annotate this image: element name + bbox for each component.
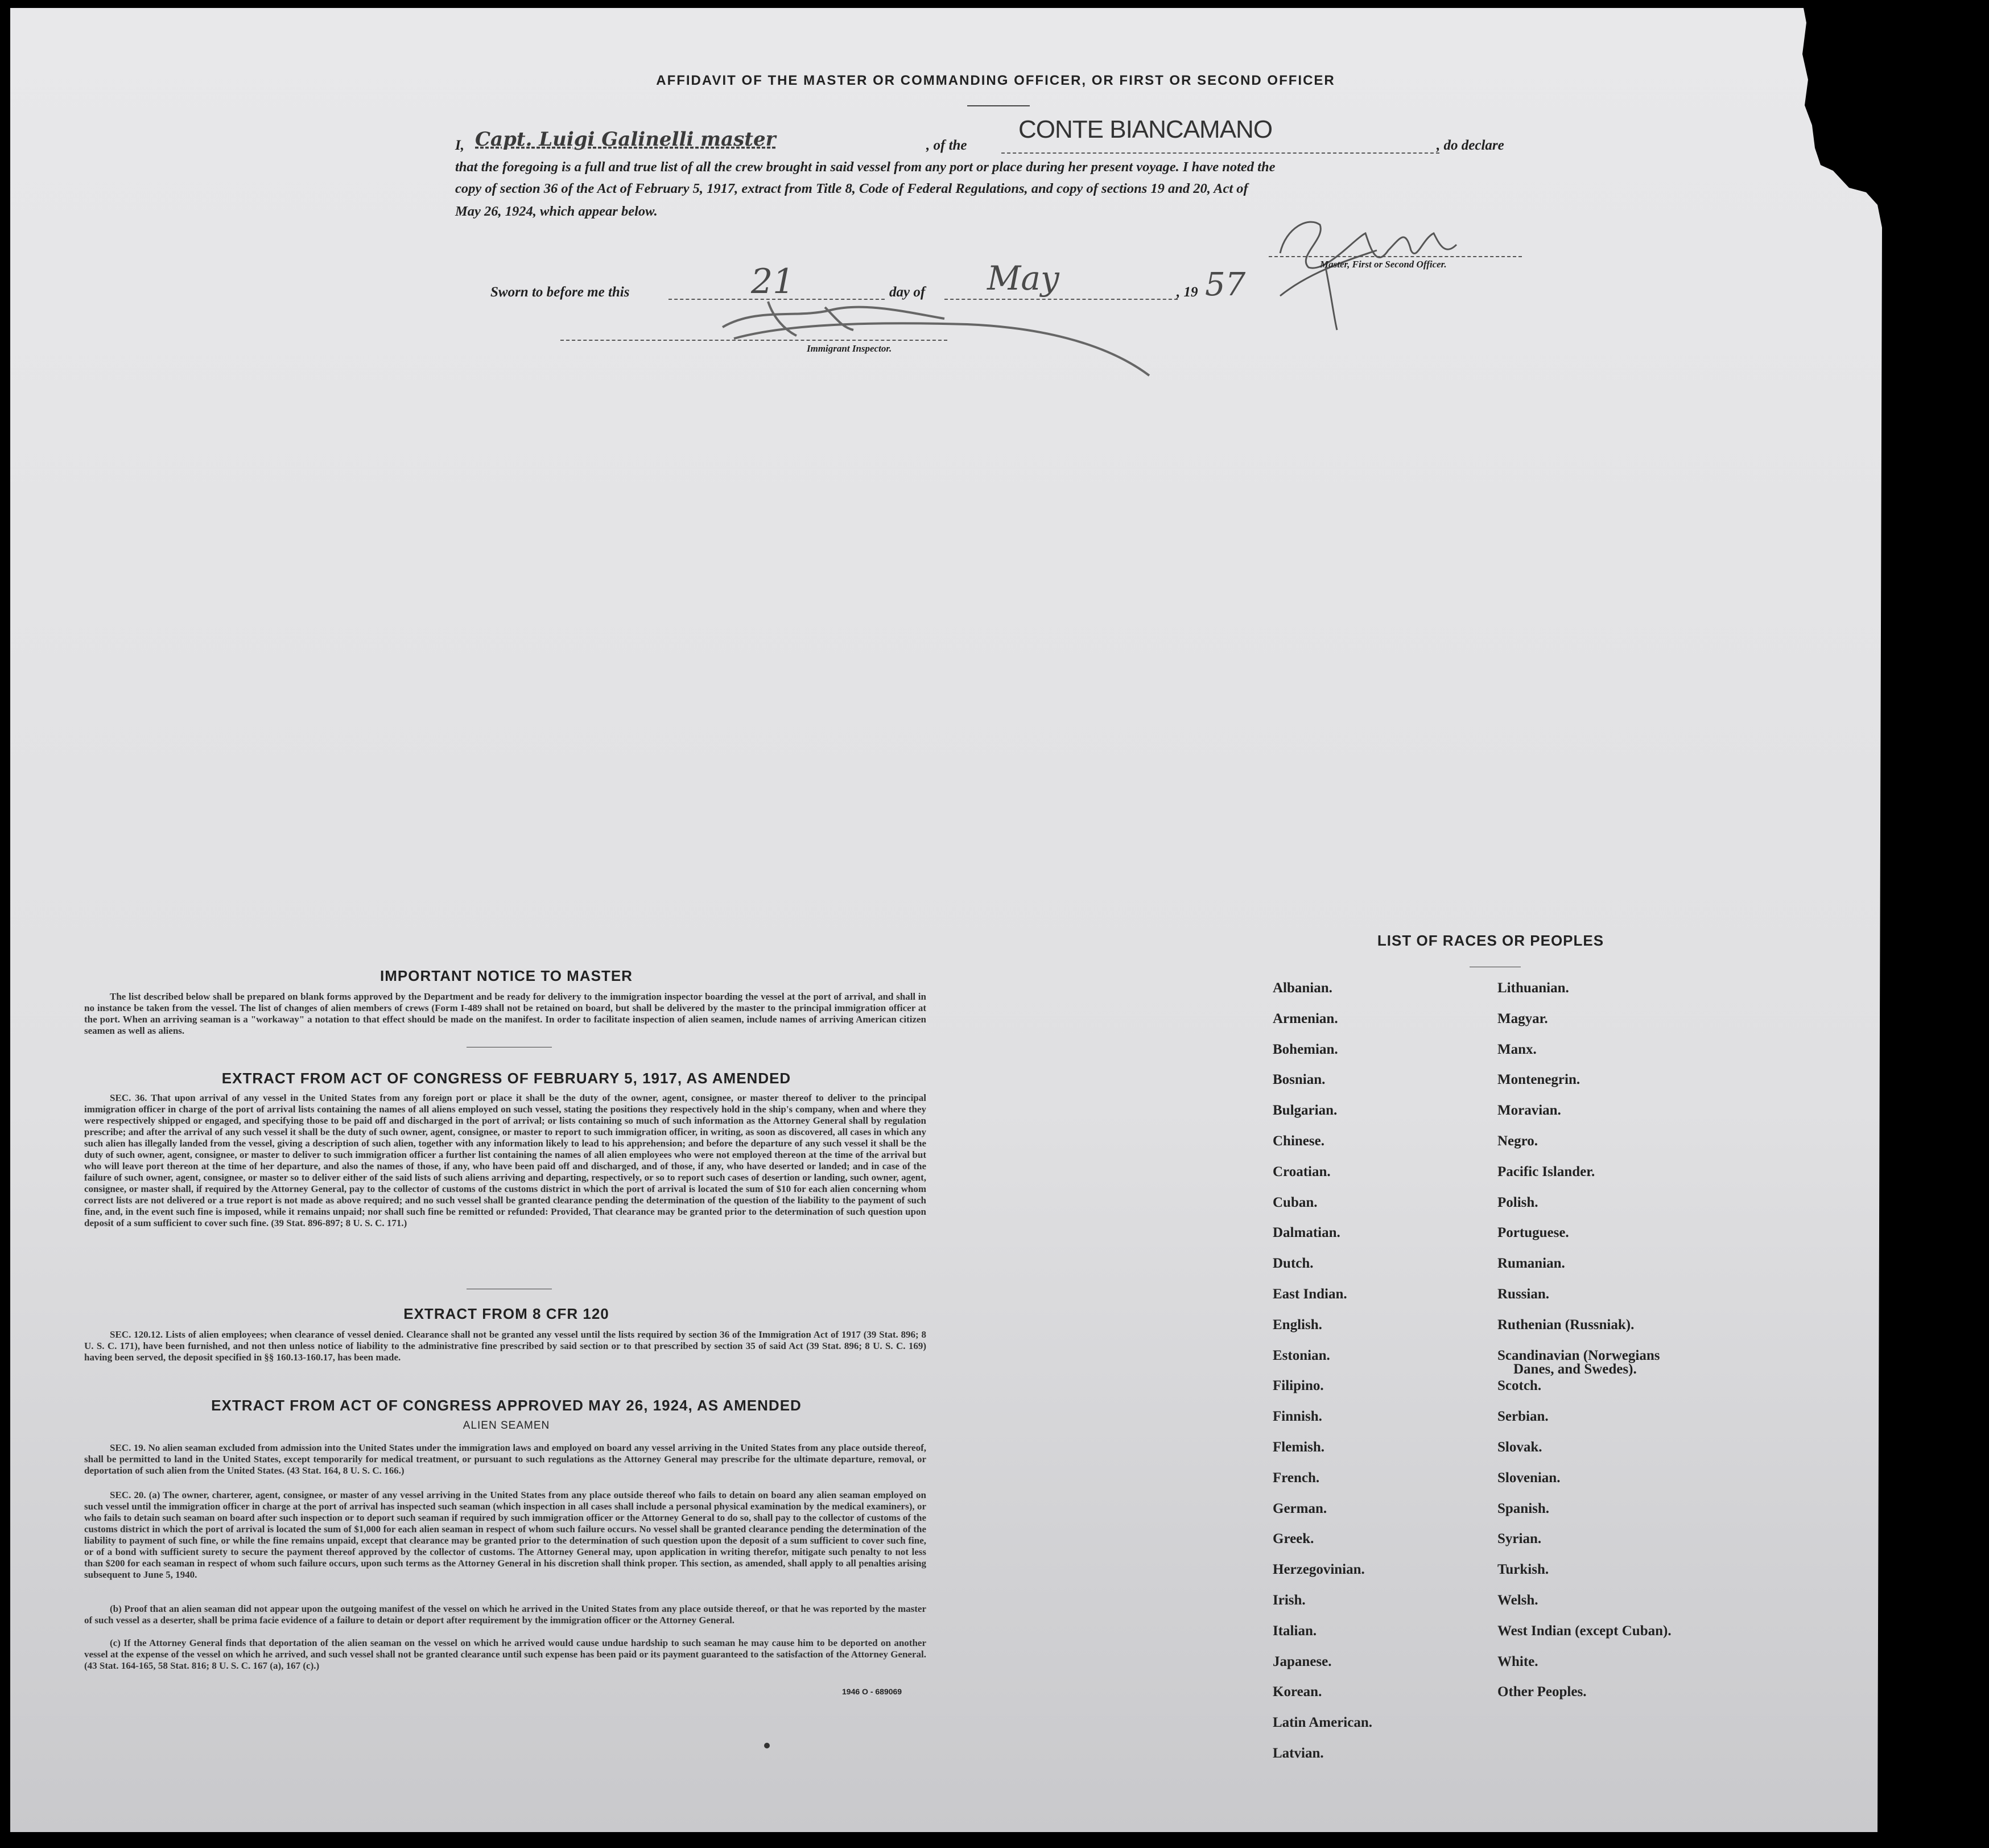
race-item: Montenegrin. — [1497, 1072, 1581, 1087]
race-item: Welsh. — [1497, 1593, 1538, 1608]
race-item: Japanese. — [1273, 1654, 1332, 1669]
race-item: Spanish. — [1497, 1501, 1550, 1516]
race-item: Finnish. — [1273, 1409, 1322, 1424]
race-item: Armenian. — [1273, 1011, 1338, 1026]
race-item: Other Peoples. — [1497, 1684, 1587, 1700]
race-item: Manx. — [1497, 1042, 1537, 1057]
races-title: LIST OF RACES OR PEOPLES — [1377, 932, 1604, 949]
race-item: Ruthenian (Russniak). — [1497, 1317, 1635, 1333]
race-item: Filipino. — [1273, 1378, 1324, 1393]
race-item: Moravian. — [1497, 1103, 1561, 1118]
officer-name: Capt. Luigi Galinelli master — [475, 128, 776, 151]
race-item: Italian. — [1273, 1623, 1317, 1639]
printer-mark: 1946 O - 689069 — [842, 1687, 902, 1696]
race-item: Scotch. — [1497, 1378, 1542, 1393]
inspector-caption: Immigrant Inspector. — [807, 343, 892, 354]
race-item: Estonian. — [1273, 1348, 1330, 1363]
race-item: Rumanian. — [1497, 1256, 1565, 1271]
race-item: Korean. — [1273, 1684, 1322, 1700]
race-item: Greek. — [1273, 1531, 1314, 1546]
sec20c-body: (c) If the Attorney General finds that deportation of the alien seaman on the vessel on which he arrived would cause undue hardship to such seaman he may cause him to be deported on another vessel at the expense of the vessel on which he arrived, and such vessel shall not be granted clearance until such expense has been paid or its payment guaranteed to the satisfaction of the Attorney General. (43 Stat. 164-165, 58 Stat. 816; 8 U. S. C. 167 (a), 167 (c).) — [84, 1637, 926, 1671]
affidavit-line-3: copy of section 36 of the Act of February 5, 1917, extract from Title 8, Code of Federal Regulations, and copy of sections 19 and 20, Act of — [455, 181, 1248, 196]
notice-title: IMPORTANT NOTICE TO MASTER — [380, 967, 633, 984]
race-item: Latin American. — [1273, 1715, 1372, 1730]
race-item: Lithuanian. — [1497, 980, 1569, 996]
title-divider — [967, 105, 1030, 106]
extract-cfr-title: EXTRACT FROM 8 CFR 120 — [403, 1305, 609, 1322]
race-item: Dutch. — [1273, 1256, 1314, 1271]
sec20a-body: SEC. 20. (a) The owner, charterer, agent, consignee, or master of any vessel arriving in the United States from any place outside thereof who fails to detain on board any alien seaman employed on such vessel until the immigration officer in charge at the port of arrival has inspected such seaman (which inspection in all cases shall include a personal physical examination by the medical examiners), or who fails to detain such seaman on board after such inspection or to deport such seaman if required by such immigration officer or the Attorney General to do so, shall pay to the collector of customs of the customs district in which the port of arrival is located the sum of $1,000 for each alien seaman in respect of whom such failure occurs. No vessel shall be granted clearance pending the determination of the liability to payment of such fine, or while the fine remains unpaid, except that clearance may be granted prior to the determination of such question upon the deposit of a sum sufficient to cover such fine, or of a bond with sufficient surety to secure the payment thereof approved by the collector of customs. The Attorney General may, upon application in writing therefor, mitigate such penalty to not less than $200 for each seaman in respect of whom such failure occurs, upon such terms as the Attorney General in his discretion shall think proper. This section, as amended, shall apply to all penalties arising subsequent to June 5, 1940. — [84, 1490, 926, 1580]
race-item: Slovenian. — [1497, 1470, 1561, 1486]
race-item: German. — [1273, 1501, 1327, 1516]
race-item: Russian. — [1497, 1286, 1550, 1302]
race-item: Scandinavian (Norwegians — [1497, 1348, 1660, 1363]
do-declare-label: , do declare — [1437, 138, 1504, 153]
affidavit-line-4: May 26, 1924, which appear below. — [455, 204, 658, 219]
race-item: Pacific Islander. — [1497, 1164, 1595, 1179]
race-item: Negro. — [1497, 1133, 1538, 1149]
race-item: Serbian. — [1497, 1409, 1549, 1424]
extract-1917-title: EXTRACT FROM ACT OF CONGRESS OF FEBRUARY 5, 1917, AS AMENDED — [221, 1070, 791, 1087]
race-item: Bulgarian. — [1273, 1103, 1338, 1118]
race-item: Portuguese. — [1497, 1225, 1569, 1240]
race-item: Irish. — [1273, 1593, 1306, 1608]
master-caption: Master, First or Second Officer. — [1320, 259, 1447, 270]
punch-holes — [1888, 189, 1932, 1613]
race-item: Danes, and Swedes). — [1513, 1362, 1637, 1377]
race-item: English. — [1273, 1317, 1322, 1333]
sworn-month: May — [987, 259, 1059, 298]
race-item: Syrian. — [1497, 1531, 1542, 1546]
race-item: Latvian. — [1273, 1746, 1324, 1761]
race-item: Bohemian. — [1273, 1042, 1338, 1057]
race-item: East Indian. — [1273, 1286, 1347, 1302]
inspector-signature-line — [560, 340, 947, 341]
race-item: Herzegovinian. — [1273, 1562, 1365, 1577]
affidavit-line-2: that the foregoing is a full and true list of all the crew brought in said vessel from any port or place during her present voyage. I have noted the — [455, 159, 1276, 175]
race-item: Dalmatian. — [1273, 1225, 1340, 1240]
race-item: French. — [1273, 1470, 1320, 1486]
notice-body: The list described below shall be prepared on blank forms approved by the Department and be ready for delivery to the immigration inspector boarding the vessel at the port of arrival, and shall in no instance be taken from the vessel. The list of changes of alien members of crews (Form I-489 shall not be retained on board, but shall be delivered by the master to the principal immigration officer at the port. When an arriving seaman is a "workaway" a notation to that effect should be made on the manifest. In order to facilitate inspection of alien seamen, include names of arriving American citizen seamen as well as aliens. — [84, 991, 926, 1036]
master-signature-line — [1269, 256, 1522, 257]
race-item: Croatian. — [1273, 1164, 1331, 1179]
of-the-label: , of the — [926, 138, 967, 153]
race-item: Chinese. — [1273, 1133, 1324, 1149]
vessel-name: CONTE BIANCAMANO — [1018, 116, 1273, 143]
race-item: Albanian. — [1273, 980, 1332, 996]
race-item: White. — [1497, 1654, 1538, 1669]
affidavit-line-1 — [455, 138, 464, 154]
sec19-body: SEC. 19. No alien seaman excluded from admission into the United States under the immigration laws and employed on board any vessel arriving in the United States from any place outside thereof, shall be permitted to land in the United States, except temporarily for medical treatment, or pursuant to such regulations as the Attorney General may prescribe for the ultimate departure, removal, or deportation of such alien from the United States. (43 Stat. 164, 8 U. S. C. 166.) — [84, 1442, 926, 1476]
race-item: Magyar. — [1497, 1011, 1548, 1026]
race-item: Turkish. — [1497, 1562, 1549, 1577]
day-of-label: day of — [889, 284, 926, 300]
sworn-day: 21 — [751, 262, 795, 302]
extract-1924-title: EXTRACT FROM ACT OF CONGRESS APPROVED MAY 26, 1924, AS AMENDED — [211, 1397, 802, 1414]
year-prefix: , 19 — [1177, 284, 1198, 300]
sworn-label: Sworn to before me this — [490, 284, 630, 300]
extract-1917-body: SEC. 36. That upon arrival of any vessel in the United States from any foreign port or place it shall be the duty of the owner, agent, consignee, or master thereof to deliver to the principal immigration officer in charge of the port of arrival lists containing the names of all aliens employed on such vessel, stating the positions they respectively hold in the ship's company, when and where they were respectively shipped or engaged, and specifying those to be paid off and discharged in the port of arrival; or lists containing so much of such information as the Attorney General shall by regulation prescribe; and after the arrival of any such vessel it shall be the duty of such owner, agent, consignee, or master to report to such immigration officer, in writing, as soon as discovered, all cases in which any such alien has illegally landed from the vessel, giving a description of such alien, together with any information likely to lead to his apprehension; and before the departure of any such vessel it shall be the duty of such owner, agent, consignee, or master to deliver to such immigration officer a further list containing the names of all alien employees who were not employed thereon at the time of the arrival but who will leave port thereon at the time of her departure, and also the names of those, if any, who have been paid off and discharged, and of those, if any, who have deserted or landed; and in case of the failure of such owner, agent, consignee, or master so to deliver either of the said lists of such aliens arriving and departing, respectively, or so to report such cases of desertion or landing, such owner, agent, consignee, or master shall, if required by the Attorney General, pay to the collector of customs of the customs district in which the port of arrival is located the sum of $10 for each alien concerning whom correct lists are not delivered or a true report is not made as above required; and no such vessel shall be granted clearance pending the determination of the question of the liability to the payment of such fine, and, in the event such fine is imposed, while it remains unpaid; nor shall such fine be remitted or refunded: Provided, That clearance may be granted prior to the determination of such question upon deposit of a sum sufficient to cover such fine. (39 Stat. 896-897; 8 U. S. C. 171.) — [84, 1092, 926, 1228]
i-label: I, — [455, 138, 464, 153]
vessel-line — [1001, 152, 1439, 154]
race-item: Polish. — [1497, 1195, 1538, 1210]
extract-1924-subtitle: ALIEN SEAMEN — [463, 1420, 550, 1432]
affidavit-title: AFFIDAVIT OF THE MASTER OR COMMANDING OFFICER, OR FIRST OR SECOND OFFICER — [656, 73, 1335, 88]
race-item: Flemish. — [1273, 1439, 1324, 1455]
race-item: Cuban. — [1273, 1195, 1318, 1210]
sworn-month-line — [944, 299, 1178, 300]
extract-cfr-body: SEC. 120.12. Lists of alien employees; when clearance of vessel denied. Clearance shall not be granted any vessel until the lists required by section 36 of the Immigration Act of 1917 (39 Stat. 896; 8 U. S. C. 171), have been furnished, and not then unless notice of liability to the administrative fine prescribed by said section or to that prescribed by section 35 of said Act (39 Stat. 896; 8 U. S. C. 169) having been served, the deposit specified in §§ 160.13-160.17, has been made. — [84, 1329, 926, 1363]
race-item: Slovak. — [1497, 1439, 1542, 1455]
sec20b-body: (b) Proof that an alien seaman did not appear upon the outgoing manifest of the vessel on which he arrived in the United States from any place outside thereof, or that he was reported by the master of such vessel as a deserter, shall be prima facie evidence of a failure to detain or deport after requirement by the immigration officer or the Attorney General. — [84, 1603, 926, 1626]
race-item: Bosnian. — [1273, 1072, 1326, 1087]
race-item: West Indian (except Cuban). — [1497, 1623, 1672, 1639]
year-suffix: 57 — [1205, 266, 1246, 303]
